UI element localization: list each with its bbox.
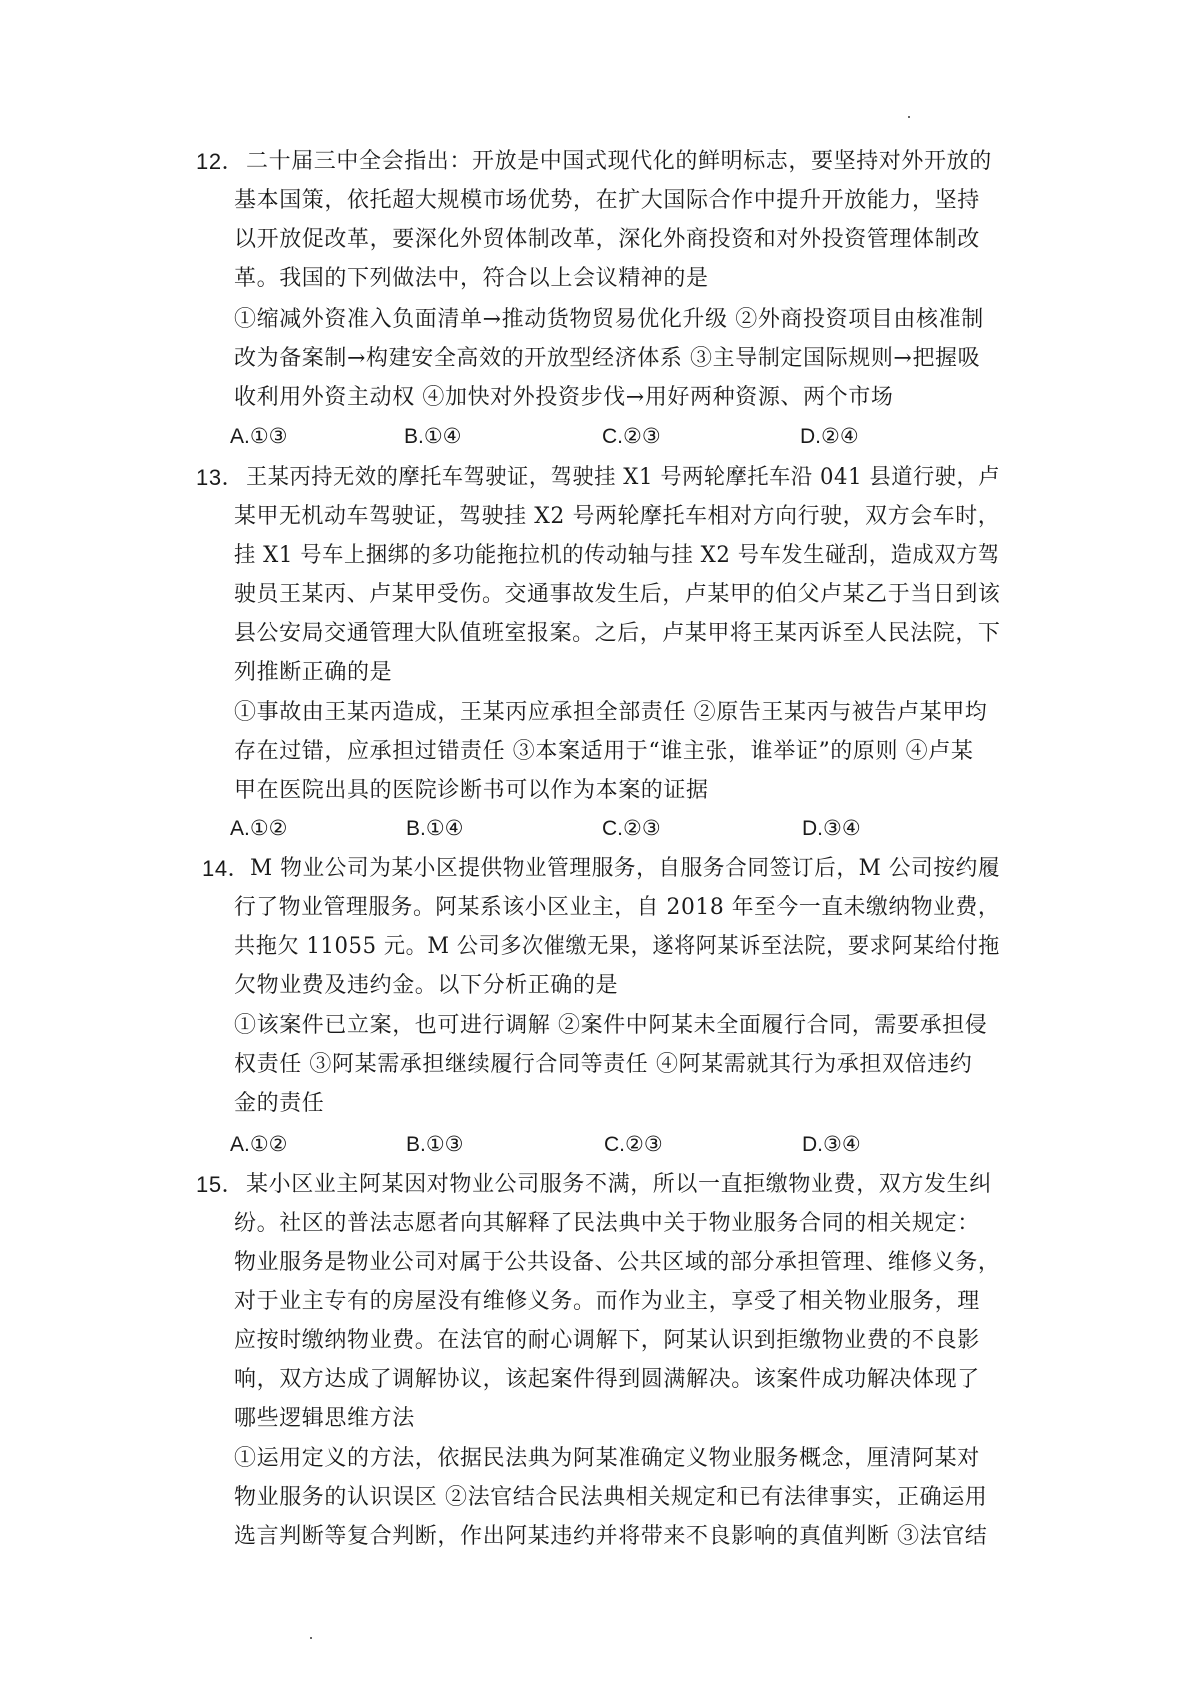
- question-stem-line: 基本国策，依托超大规模市场优势，在扩大国际合作中提升开放能力，坚持: [234, 188, 980, 213]
- option-a[interactable]: A.①②: [230, 1133, 288, 1156]
- question-stem-line: 物业服务是物业公司对属于公共设备、公共区域的部分承担管理、维修义务，: [234, 1250, 1001, 1275]
- option-c[interactable]: C.②③: [604, 1133, 663, 1156]
- question-stem-line: M 物业公司为某小区提供物业管理服务，自服务合同签订后，M 公司按约履: [250, 856, 1001, 881]
- statement-line: ①运用定义的方法，依据民法典为阿某准确定义物业服务概念，厘清阿某对: [234, 1446, 980, 1471]
- option-d[interactable]: D.③④: [802, 817, 861, 840]
- question-number: 13．: [196, 465, 245, 490]
- option-c[interactable]: C.②③: [602, 817, 661, 840]
- option-a[interactable]: A.①③: [230, 425, 288, 448]
- question-stem-line: 行了物业管理服务。阿某系该小区业主，自 2018 年至今一直未缴纳物业费，: [234, 895, 1001, 920]
- question-stem-line: 纷。社区的普法志愿者向其解释了民法典中关于物业服务合同的相关规定：: [234, 1211, 980, 1236]
- question-stem-line: 应按时缴纳物业费。在法官的耐心调解下，阿某认识到拒缴物业费的不良影: [234, 1328, 980, 1353]
- option-b[interactable]: B.①④: [406, 817, 464, 840]
- option-b[interactable]: B.①③: [406, 1133, 464, 1156]
- option-a[interactable]: A.①②: [230, 817, 288, 840]
- statement-line: 改为备案制→构建安全高效的开放型经济体系 ③主导制定国际规则→把握吸: [234, 346, 981, 371]
- question-stem-line: 哪些逻辑思维方法: [234, 1406, 415, 1431]
- answer-options: [230, 814, 1030, 844]
- question-stem-line: 响，双方达成了调解协议，该起案件得到圆满解决。该案件成功解决体现了: [234, 1367, 980, 1392]
- answer-options: [230, 422, 1030, 452]
- question-stem-line: 列推断正确的是: [234, 660, 393, 685]
- statement-line: 金的责任: [234, 1091, 325, 1116]
- question-stem-line: 县公安局交通管理大队值班室报案。之后，卢某甲将王某丙诉至人民法院，下: [234, 621, 1001, 646]
- statement-line: 选言判断等复合判断，作出阿某违约并将带来不良影响的真值判断 ③法官结: [234, 1524, 988, 1549]
- question-stem-line: 对于业主专有的房屋没有维修义务。而作为业主，享受了相关物业服务，理: [234, 1289, 980, 1314]
- question-number: 14．: [202, 856, 251, 881]
- statement-line: ①事故由王某丙造成，王某丙应承担全部责任 ②原告王某丙与被告卢某甲均: [234, 700, 988, 725]
- option-d[interactable]: D.③④: [802, 1133, 861, 1156]
- question-number: 15．: [196, 1172, 245, 1197]
- question-stem-line: 王某丙持无效的摩托车驾驶证，驾驶挂 X1 号两轮摩托车沿 041 县道行驶，卢: [246, 465, 1001, 490]
- scan-speck: [310, 1637, 312, 1639]
- scan-speck: [908, 116, 910, 118]
- question-stem-line: 共拖欠 11055 元。M 公司多次催缴无果，遂将阿某诉至法院，要求阿某给付拖: [234, 934, 1000, 959]
- option-d[interactable]: D.②④: [800, 425, 859, 448]
- option-c[interactable]: C.②③: [602, 425, 661, 448]
- question-stem-line: 驶员王某丙、卢某甲受伤。交通事故发生后，卢某甲的伯父卢某乙于当日到该: [234, 582, 1001, 607]
- answer-options: [230, 1130, 1030, 1160]
- question-number: 12．: [196, 149, 245, 174]
- question-stem-line: 以开放促改革，要深化外贸体制改革，深化外商投资和对外投资管理体制改: [234, 227, 980, 252]
- statement-line: ①该案件已立案，也可进行调解 ②案件中阿某未全面履行合同，需要承担侵: [234, 1013, 988, 1038]
- question-stem-line: 欠物业费及违约金。以下分析正确的是: [234, 973, 619, 998]
- option-b[interactable]: B.①④: [404, 425, 462, 448]
- question-stem-line: 某甲无机动车驾驶证，驾驶挂 X2 号两轮摩托车相对方向行驶，双方会车时，: [234, 504, 1001, 529]
- question-stem-line: 二十届三中全会指出：开放是中国式现代化的鲜明标志，要坚持对外开放的: [246, 149, 992, 174]
- question-stem-line: 某小区业主阿某因对物业公司服务不满，所以一直拒缴物业费，双方发生纠: [246, 1172, 992, 1197]
- statement-line: 存在过错，应承担过错责任 ③本案适用于“谁主张，谁举证”的原则 ④卢某: [234, 739, 974, 764]
- statement-line: 权责任 ③阿某需承担继续履行合同等责任 ④阿某需就其行为承担双倍违约: [234, 1052, 973, 1077]
- statement-line: ①缩减外资准入负面清单→推动货物贸易优化升级 ②外商投资项目由核准制: [234, 307, 984, 332]
- statement-line: 甲在医院出具的医院诊断书可以作为本案的证据: [234, 778, 709, 803]
- question-stem-line: 革。我国的下列做法中，符合以上会议精神的是: [234, 266, 709, 291]
- statement-line: 收利用外资主动权 ④加快对外投资步伐→用好两种资源、两个市场: [234, 385, 894, 410]
- statement-line: 物业服务的认识误区 ②法官结合民法典相关规定和已有法律事实，正确运用: [234, 1485, 988, 1510]
- question-stem-line: 挂 X1 号车上捆绑的多功能拖拉机的传动轴与挂 X2 号车发生碰刮，造成双方驾: [234, 543, 1000, 568]
